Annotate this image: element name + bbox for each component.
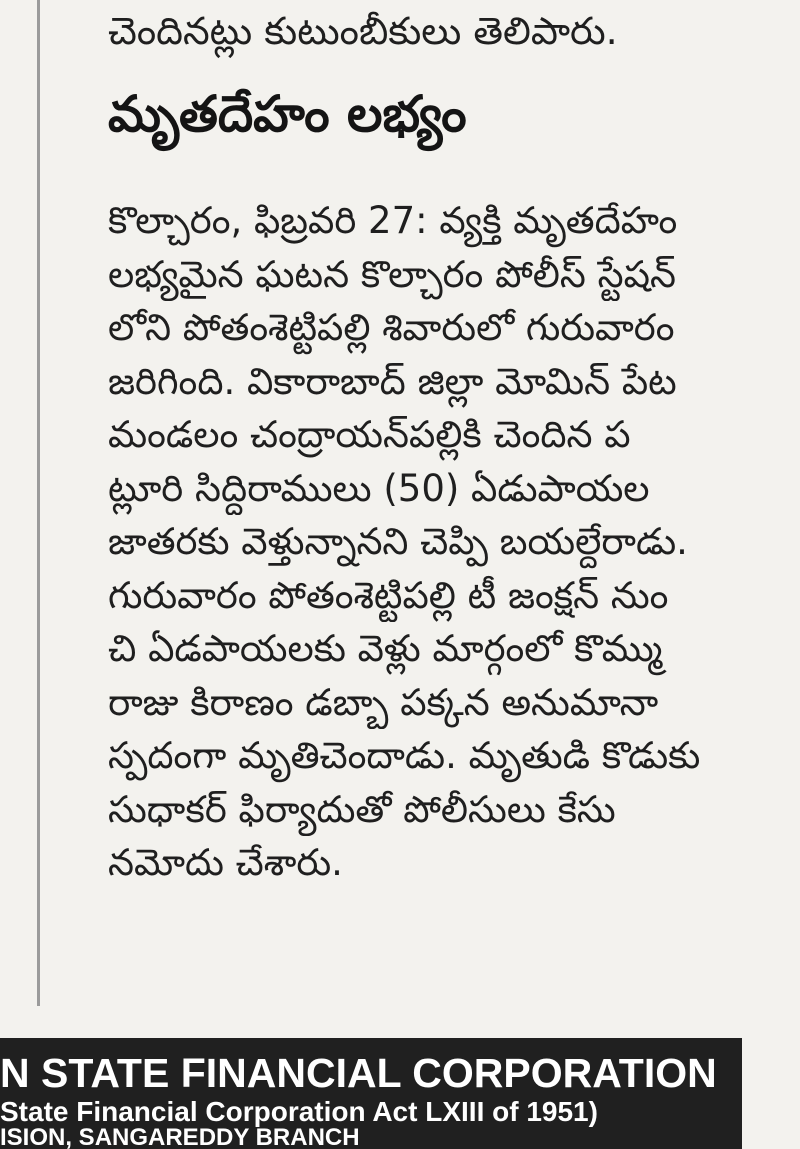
- body-line: మండలం చంద్రాయన్‌పల్లికి చెందిన ప: [108, 413, 631, 456]
- column-divider: [37, 0, 40, 1006]
- article-headline: మృతదేహం లభ్యం: [108, 85, 467, 143]
- body-line: లోని పోతంశెట్టిపల్లి శివారులో గురువారం: [108, 306, 675, 349]
- body-line: స్పదంగా మృతిచెందాడు. మృతుడి కొడుకు: [108, 734, 701, 777]
- banner-title: N STATE FINANCIAL CORPORATION: [0, 1050, 717, 1096]
- body-line: గురువారం పోతంశెట్టిపల్లి టీ జంక్షన్ నుం: [108, 573, 669, 617]
- body-line: లభ్యమైన ఘటన కొల్చారం పోలీస్ స్టేషన్: [108, 252, 676, 296]
- banner-subtitle: State Financial Corporation Act LXIII of 1951): [0, 1096, 598, 1127]
- advertisement-banner: [0, 1038, 742, 1149]
- body-line: ట్లూరి సిద్దిరాములు (50) ఏడుపాయల: [108, 466, 650, 510]
- body-line: జరిగింది. వికారాబాద్ జిల్లా మోమిన్ పేట: [108, 359, 677, 403]
- previous-article-last-line: చెందినట్లు కుటుంబీకులు తెలిపారు.: [108, 9, 618, 53]
- body-line: కొల్చారం, ఫిబ్రవరి 27: వ్యక్తి మృతదేహం: [108, 199, 678, 242]
- article-body: [108, 194, 748, 890]
- body-line: జాతరకు వెళ్తున్నానని చెప్పి బయల్దేరాడు.: [108, 520, 688, 563]
- body-line: సుధాకర్ ఫిర్యాదుతో పోలీసులు కేసు: [108, 787, 616, 831]
- body-line: నమోదు చేశారు.: [108, 841, 343, 884]
- banner-branch-line: ISION, SANGAREDDY BRANCH: [0, 1124, 360, 1149]
- body-line: చి ఏడపాయలకు వెళ్లు మార్గంలో కొమ్ము: [108, 627, 663, 670]
- body-line: రాజు కిరాణం డబ్బా పక్కన అనుమానా: [108, 680, 659, 724]
